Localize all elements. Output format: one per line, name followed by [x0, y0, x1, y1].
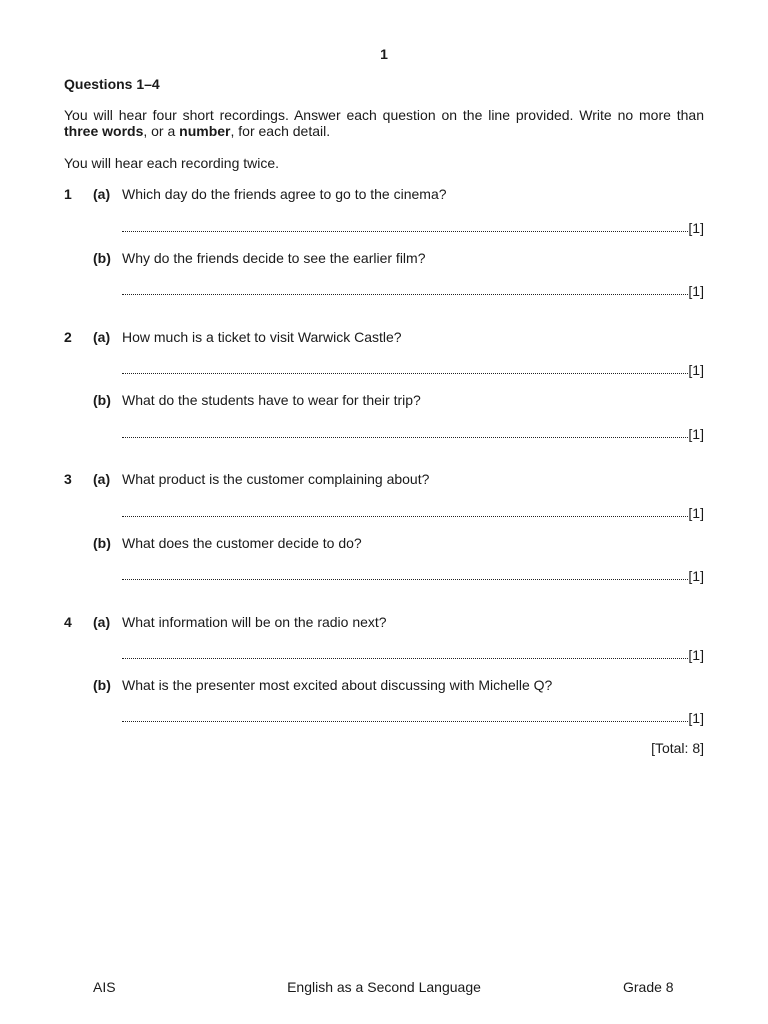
footer-school: AIS	[93, 979, 116, 995]
question-4-number: 4	[64, 614, 72, 630]
question-2a-mark: [1]	[688, 362, 704, 378]
question-1b-mark: [1]	[688, 283, 704, 299]
question-2b-answer-line[interactable]	[122, 423, 704, 441]
question-4a-text: What information will be on the radio next?	[122, 614, 387, 630]
question-1b-label: (b)	[93, 250, 111, 266]
section-heading: Questions 1–4	[64, 76, 160, 92]
instructions-bold-number: number	[179, 123, 231, 139]
question-4a-mark: [1]	[688, 647, 704, 663]
question-3a-text: What product is the customer complaining about?	[122, 471, 430, 487]
question-3a-mark: [1]	[688, 505, 704, 521]
question-2a-label: (a)	[93, 329, 111, 345]
question-1-number: 1	[64, 186, 72, 202]
question-3b-answer-line[interactable]	[122, 565, 704, 583]
question-3-number: 3	[64, 471, 72, 487]
instructions-text-start: You will hear four short recordings. Answer each question on the line provided. Write no more than	[64, 107, 704, 123]
answer-dots	[122, 653, 688, 659]
question-3a-label: (a)	[93, 471, 111, 487]
instructions-text-middle: , or a	[143, 123, 180, 139]
question-1b-answer-line[interactable]	[122, 280, 704, 298]
question-4a-answer-line[interactable]	[122, 644, 704, 662]
question-4a-label: (a)	[93, 614, 111, 630]
answer-dots	[122, 289, 688, 295]
question-4b-label: (b)	[93, 677, 111, 693]
instructions-recording-twice: You will hear each recording twice.	[64, 155, 280, 171]
instructions-bold-three-words: three words	[64, 123, 144, 139]
question-4b-text: What is the presenter most excited about discussing with Michelle Q?	[122, 677, 553, 693]
question-3b-text: What does the customer decide to do?	[122, 535, 362, 551]
instructions-text-end: , for each detail.	[230, 123, 331, 139]
page-number: 1	[380, 46, 388, 62]
question-2a-answer-line[interactable]	[122, 359, 704, 377]
question-2b-mark: [1]	[688, 426, 704, 442]
question-3b-mark: [1]	[688, 568, 704, 584]
question-1a-answer-line[interactable]	[122, 217, 704, 235]
answer-dots	[122, 368, 688, 374]
total-marks: [Total: 8]	[651, 740, 704, 756]
answer-dots	[122, 511, 688, 517]
question-1a-label: (a)	[93, 186, 111, 202]
answer-dots	[122, 226, 688, 232]
question-2-number: 2	[64, 329, 72, 345]
question-3b-label: (b)	[93, 535, 111, 551]
footer-subject: English as a Second Language	[287, 979, 481, 995]
footer-grade: Grade 8	[623, 979, 674, 995]
question-1a-mark: [1]	[688, 220, 704, 236]
answer-dots	[122, 432, 688, 438]
question-1a-text: Which day do the friends agree to go to the cinema?	[122, 186, 447, 202]
question-2b-text: What do the students have to wear for their trip?	[122, 392, 421, 408]
question-4b-answer-line[interactable]	[122, 707, 704, 725]
answer-dots	[122, 716, 688, 722]
question-3a-answer-line[interactable]	[122, 502, 704, 520]
answer-dots	[122, 574, 688, 580]
question-4b-mark: [1]	[688, 710, 704, 726]
question-1b-text: Why do the friends decide to see the earlier film?	[122, 250, 426, 266]
instructions-paragraph	[64, 107, 704, 139]
question-2a-text: How much is a ticket to visit Warwick Castle?	[122, 329, 402, 345]
question-2b-label: (b)	[93, 392, 111, 408]
